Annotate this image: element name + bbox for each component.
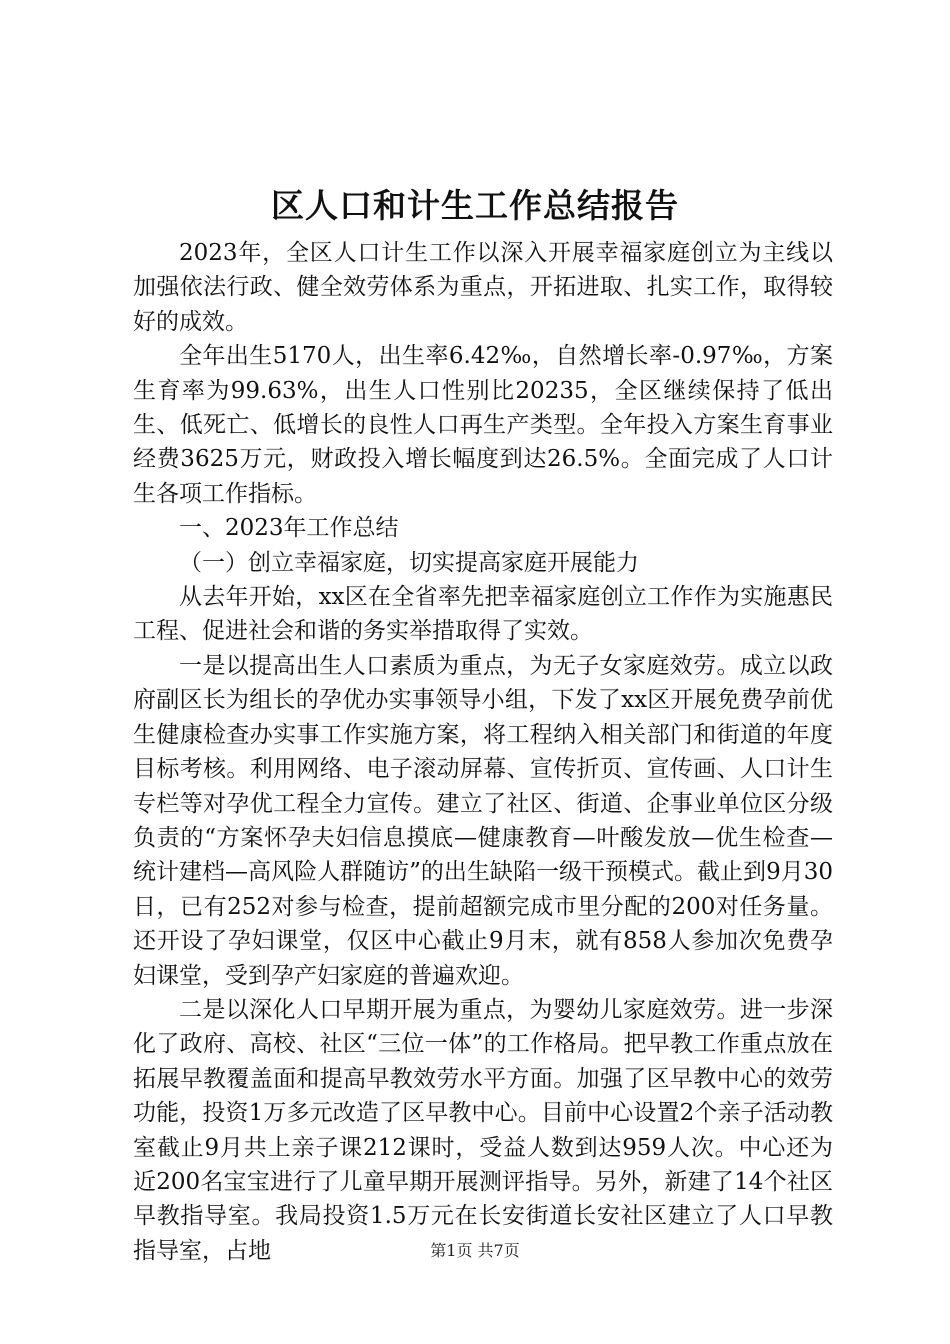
paragraph-intro: 2023年，全区人口计生工作以深入开展幸福家庭创立为主线以加强依法行政、健全效劳体系为重点，开拓进取、扎实工作，取得较好的成效。 xyxy=(133,240,833,335)
subsection-heading: （一）创立幸福家庭，切实提高家庭开展能力 xyxy=(179,549,639,576)
paragraph-point-two: 二是以深化人口早期开展为重点，为婴幼儿家庭效劳。进一步深化了政府、高校、社区“三位一体”的工作格局。把早教工作重点放在拓展早教覆盖面和提高早教效劳水平方面。加强了区早教中心的效劳功能，投资1万多元改造了区早教中心。目前中心设置2个亲子活动教室截止9月共上亲子课212课时，受益人数到达959人次。中心还为近200名宝宝进行了儿童早期开展测评指导。另外，新建了14个社区早教指导室。我局投资1.5万元在长安街道长安社区建立了人口早教指导室，占地 xyxy=(133,996,833,1264)
paragraph-statistics: 全年出生5170人，出生率6.42‰，自然增长率-0.97‰，方案生育率为99.63%，出生人口性别比20235，全区继续保持了低出生、低死亡、低增长的良性人口再生产类型。全年投入方案生育事业经费3625万元，财政投入增长幅度到达26.5%。全面完成了人口计生各项工作指标。 xyxy=(133,343,833,507)
document-body xyxy=(133,236,833,1268)
paragraph-background: 从去年开始，xx区在全省率先把幸福家庭创立工作作为实施惠民工程、促进社会和谐的务实举措取得了实效。 xyxy=(133,584,833,645)
document-title: 区人口和计生工作总结报告 xyxy=(271,186,679,225)
page-number-footer: 第1页 共7页 xyxy=(430,1241,520,1260)
section-heading: 一、2023年工作总结 xyxy=(179,515,399,542)
paragraph-point-one: 一是以提高出生人口素质为重点，为无子女家庭效劳。成立以政府副区长为组长的孕优办实事领导小组，下发了xx区开展免费孕前优生健康检查办实事工作实施方案，将工程纳入相关部门和街道的年度目标考核。利用网络、电子滚动屏幕、宣传折页、宣传画、人口计生专栏等对孕优工程全力宣传。建立了社区、街道、企事业单位区分级负责的“方案怀孕夫妇信息摸底—健康教育—叶酸发放—优生检查—统计建档—高风险人群随访”的出生缺陷一级干预模式。截止到9月30日，已有252对参与检查，提前超额完成市里分配的200对任务量。还开设了孕妇课堂，仅区中心截止9月末，就有858人参加次免费孕妇课堂，受到孕产妇家庭的普遍欢迎。 xyxy=(133,652,833,989)
